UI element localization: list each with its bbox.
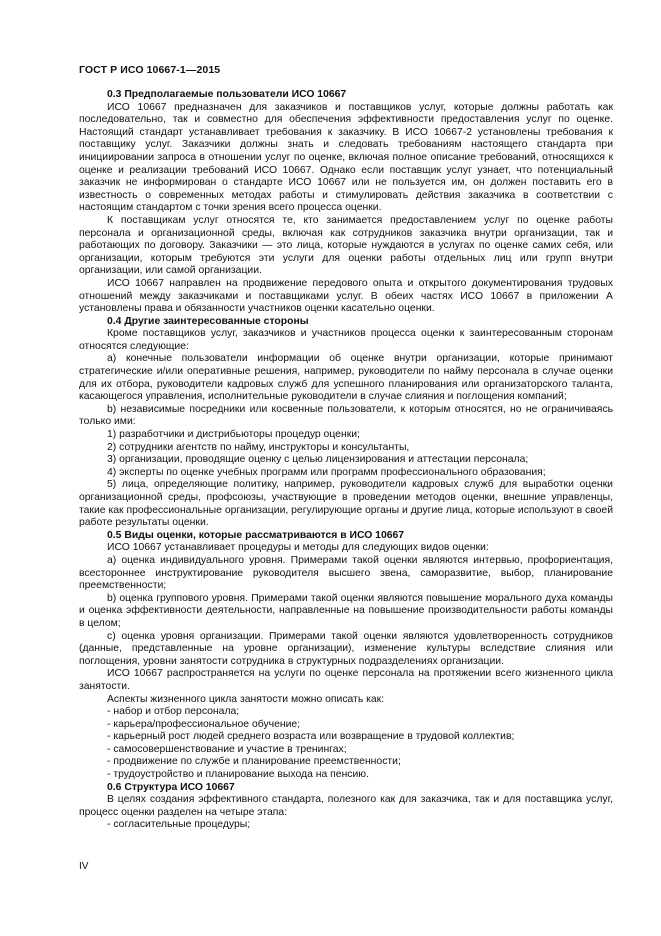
paragraph: 1) разработчики и дистрибьюторы процедур оценки; (107, 429, 360, 441)
section-heading: 0.4 Другие заинтересованные стороны (107, 315, 309, 327)
paragraph: 4) эксперты по оценке учебных программ или программ профессионального образования; (107, 466, 546, 478)
paragraph: - продвижение по службе и планирование преемственности; (107, 756, 401, 768)
paragraph: В целях создания эффективного стандарта, полезного как для заказчика, так и для поставщика услуг, процесс оценки разделен на четыре этапа: (79, 794, 613, 818)
paragraph: a) конечные пользователи информации об оценке внутри организации, которые принимают стратегические и/или оперативные решения, например, руководители по найму персонала в случае оценки для их отбора, руководители кадровых служб для успешного планирования или организаторского таланта, касающегося управления, исполнительные руководители в случае слияния и поглощения компаний; (79, 353, 613, 403)
paragraph: - самосовершенствование и участие в тренингах; (107, 743, 347, 755)
paragraph: ИСО 10667 предназначен для заказчиков и поставщиков услуг, которые должны работать как последовательно, так и совместно для обеспечения эффективности предоставления услуг по оценке. Настоящий стандарт устанавливает требования к заказчику. В ИСО 10667-2 установлены требования к поставщику услуг. Заказчики должны знать и следовать требованиям настоящего стандарта при инициировании запроса в отношении услуг по оценке, включая полное описание требований, относящихся к оценке и реализации требований ИСО 10667. Однако если поставщик услуг узнает, что потенциальный заказчик не информирован о стандарте ИСО 10667 или не пользуется им, он должен поставить его в известность о современных методах работы и стимулировать действия заказчика в соответствии с настоящим стандартом с точки зрения всего процесса оценки. (79, 101, 613, 214)
section-heading: 0.6 Структура ИСО 10667 (107, 781, 235, 793)
paragraph: Аспекты жизненного цикла занятости можно описать как: (107, 693, 385, 705)
standard-header: ГОСТ Р ИСО 10667-1—2015 (79, 64, 221, 76)
paragraph: 3) организации, проводящие оценку с целью лицензирования и аттестации персонала; (107, 454, 529, 466)
paragraph: ИСО 10667 устанавливает процедуры и методы для следующих видов оценки: (107, 542, 489, 554)
paragraph: ИСО 10667 распространяется на услуги по оценке персонала на протяжении всего жизненного цикла занятости. (79, 668, 613, 692)
paragraph: b) оценка группового уровня. Примерами такой оценки являются повышение морального духа команды и оценка эффективности деятельности, направленные на повышение производительности работы команды в целом; (79, 592, 613, 629)
section-heading: 0.3 Предполагаемые пользователи ИСО 10667 (107, 89, 347, 100)
paragraph: 5) лица, определяющие политику, например, руководители кадровых служб для выработки оценки организационной среды, профсоюзы, участвующие в проведении методов оценки, внешние управленцы, такие как профессиональные организации, регулирующие органы и другие лица, которые используют в своей работе результаты оценки. (79, 479, 613, 529)
section-heading: 0.5 Виды оценки, которые рассматриваются в ИСО 10667 (107, 529, 405, 541)
page-number: IV (79, 861, 89, 872)
paragraph: - набор и отбор персонала; (107, 706, 240, 718)
paragraph: c) оценка уровня организации. Примерами такой оценки являются удовлетворенность сотрудников (данные, представленные на уровне организации), изменение культуры вследствие слияния или поглощения, уровни занятости сотрудника в структурных подразделениях организации. (79, 630, 613, 667)
paragraph: a) оценка индивидуального уровня. Примерами такой оценки являются интервью, профориентация, всестороннее инструктирование руководителя высшего звена, саморазвитие, выбор, планирование преемственности; (79, 554, 613, 592)
paragraph: - согласительные процедуры; (107, 819, 251, 831)
paragraph: 2) сотрудники агентств по найму, инструкторы и консультанты, (107, 441, 410, 453)
paragraph: - карьерный рост людей среднего возраста или возвращение в трудовой коллектив; (107, 731, 515, 743)
paragraph: Кроме поставщиков услуг, заказчиков и участников процесса оценки к заинтересованным сторонам относятся следующие: (79, 328, 613, 352)
document-body (79, 89, 613, 832)
paragraph: К поставщикам услуг относятся те, кто занимается предоставлением услуг по оценке работы персонала и организационной среды, включая как сотрудников заказчика внутри организации, так и работающих по договору. Заказчики — это лица, которые нуждаются в услугах по оценке самих себя, или организации, которым требуются эти услуги для оценки работы отдельных лиц или групп внутри организации, или самой организации. (79, 214, 613, 277)
paragraph: b) независимые посредники или косвенные пользователи, к которым относятся, но не ограничиваясь только ими: (79, 403, 613, 428)
paragraph: - карьера/профессиональное обучение; (107, 718, 301, 730)
paragraph: ИСО 10667 направлен на продвижение передового опыта и открытого документирования трудовых отношений между заказчиками и поставщиками услуг. В обеих частях ИСО 10667 в приложении А установлены права и обязанности участников оценки касательно оценки. (79, 277, 613, 315)
paragraph: - трудоустройство и планирование выхода на пенсию. (107, 769, 369, 781)
